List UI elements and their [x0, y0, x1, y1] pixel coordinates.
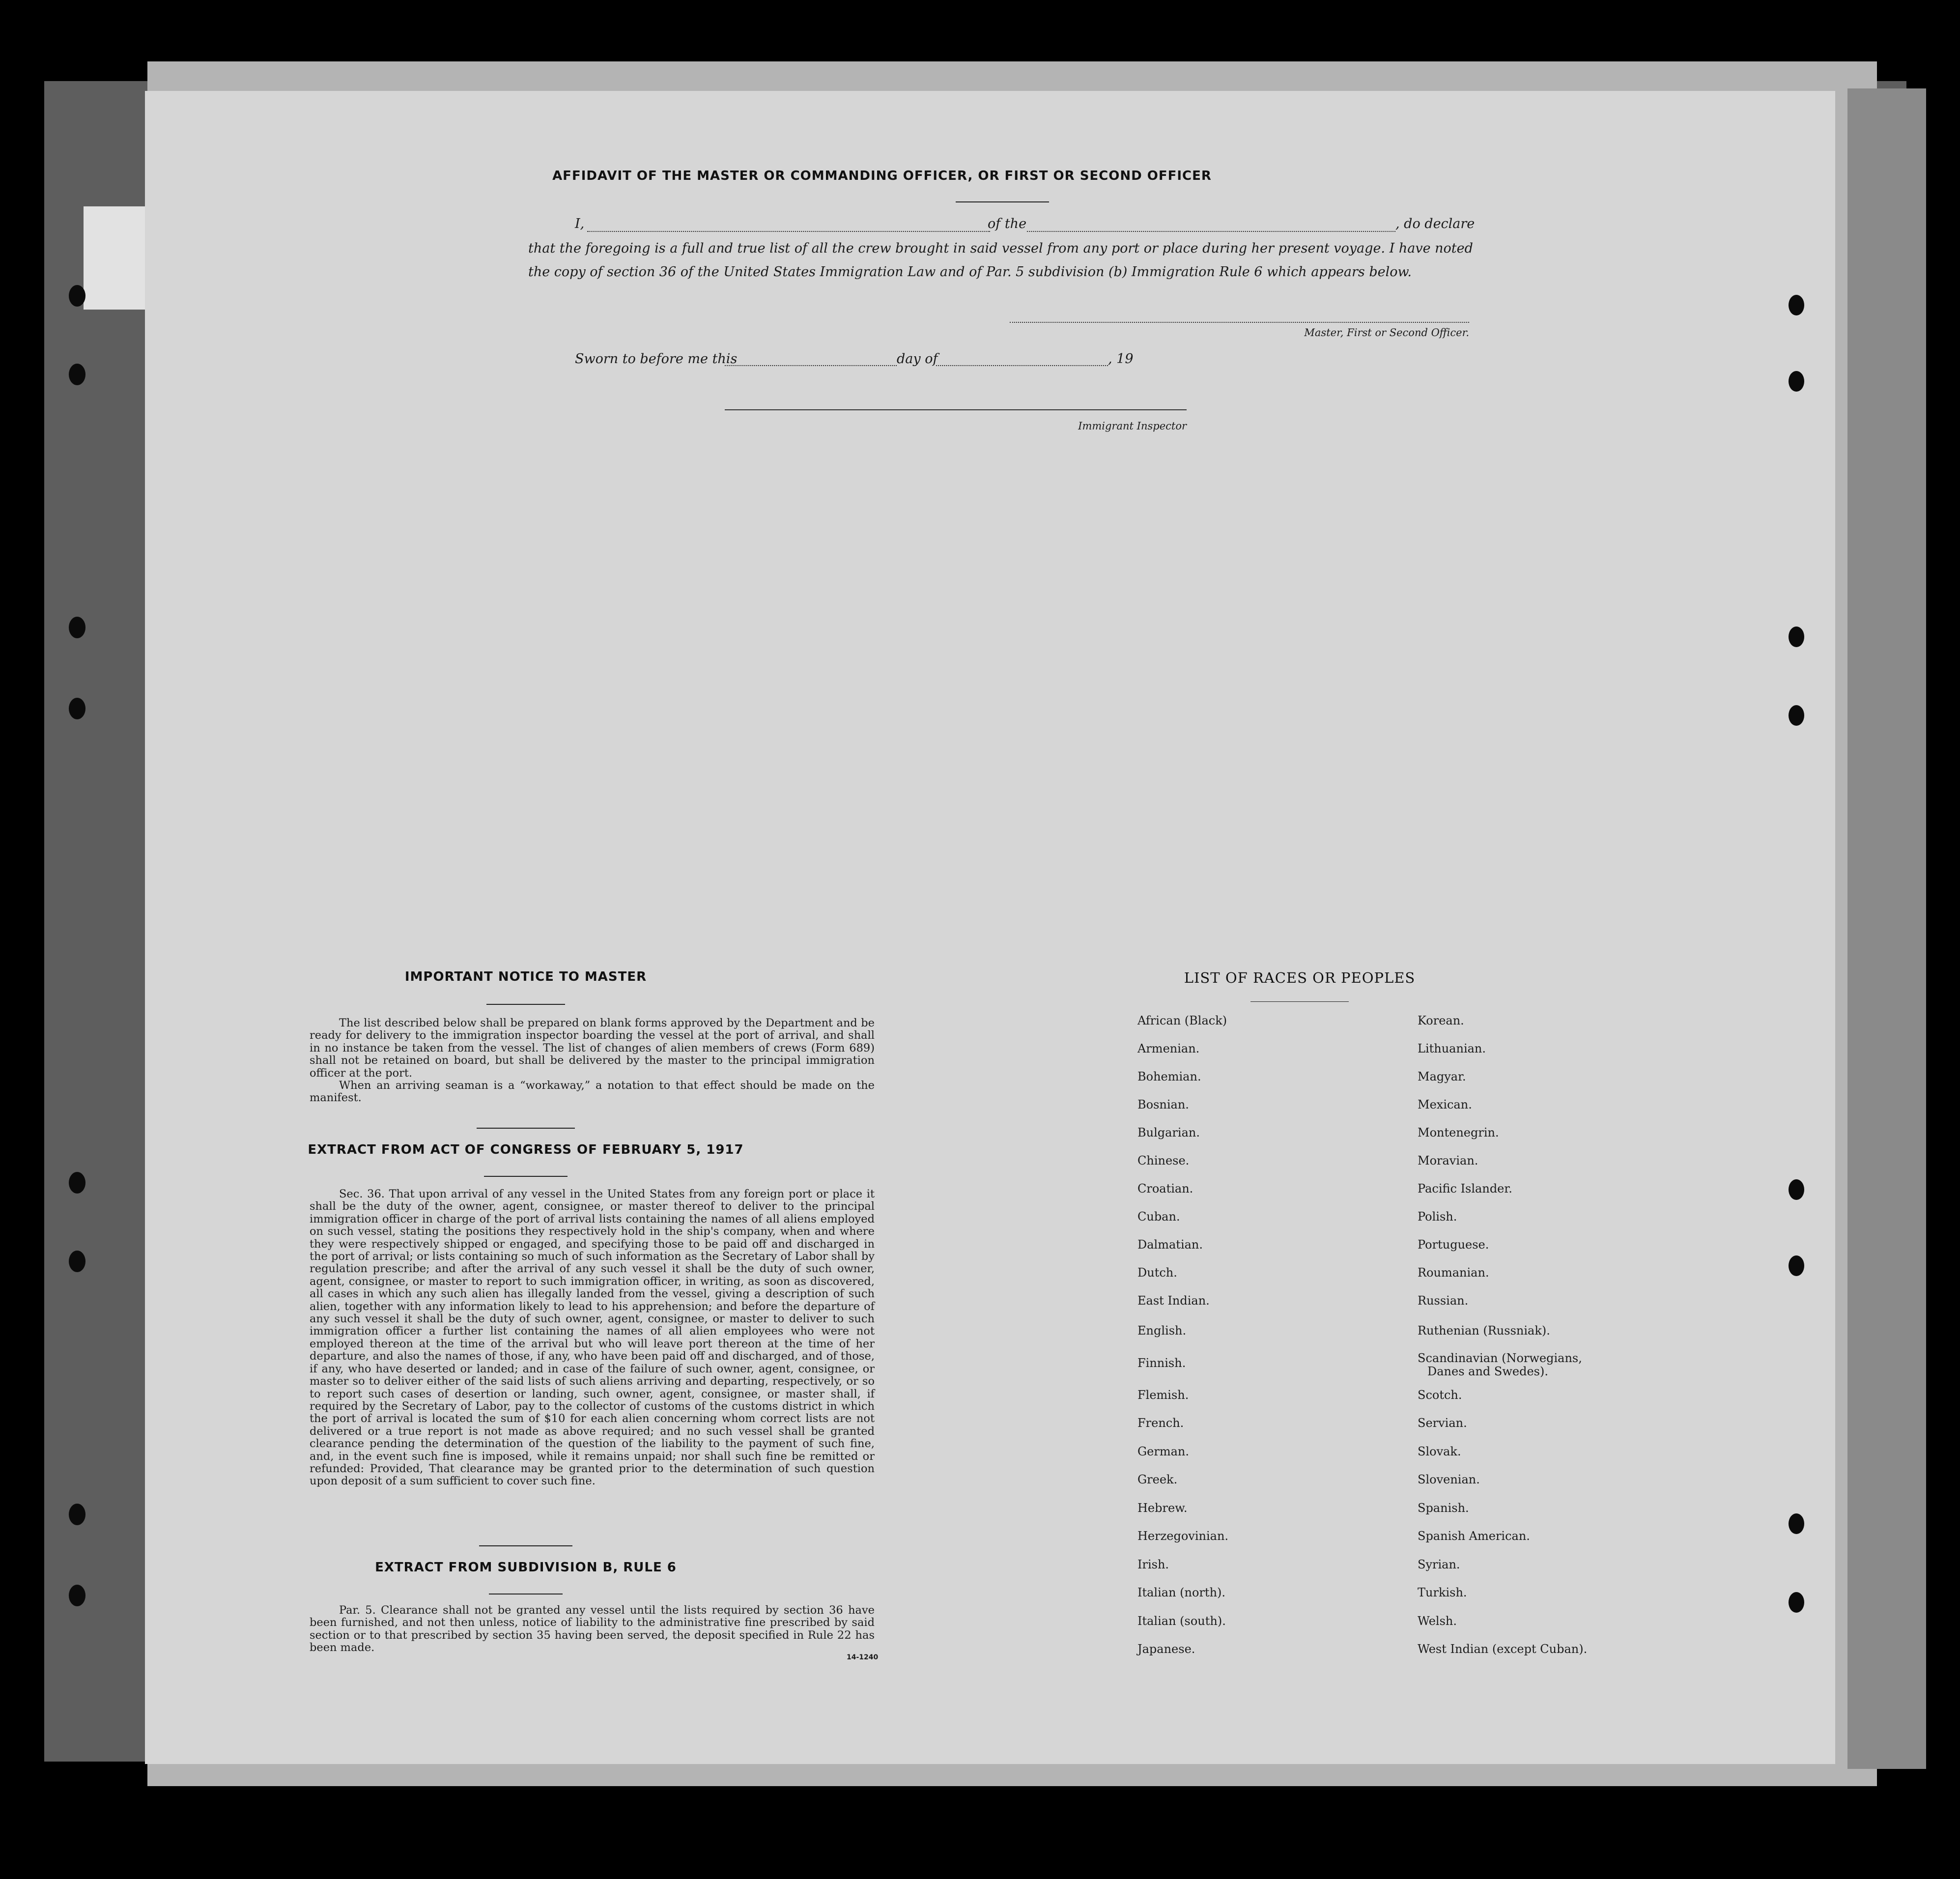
binder-hole	[69, 617, 85, 638]
race-item: Herzegovinian.	[1137, 1529, 1229, 1543]
title-rule	[1250, 1001, 1349, 1002]
master-caption: Master, First or Second Officer.	[1304, 327, 1469, 339]
race-item: Bohemian.	[1137, 1070, 1201, 1083]
race-item: Moravian.	[1418, 1154, 1478, 1167]
affidavit-line-3: the copy of section 36 of the United States Immigration Law and of Par. 5 subdivision (b) Immigration Rule 6 which appears below.	[528, 264, 1412, 280]
binder-hole	[69, 364, 85, 385]
binder-hole	[1789, 295, 1804, 315]
notice-paragraph-2: When an arriving seaman is a “workaway,” a notation to that effect should be made on the manifest.	[310, 1079, 875, 1105]
race-item: Scandinavian (Norwegians,	[1418, 1351, 1582, 1365]
race-item: Magyar.	[1418, 1070, 1466, 1083]
race-item: Flemish.	[1137, 1388, 1189, 1402]
name-blank[interactable]	[587, 231, 990, 232]
race-item: Italian (south).	[1137, 1614, 1226, 1628]
race-item: Korean.	[1418, 1014, 1464, 1027]
race-item: Pacific Islander.	[1418, 1182, 1512, 1196]
races-title: LIST OF RACES OR PEOPLES	[1184, 969, 1416, 986]
race-item: East Indian.	[1137, 1294, 1210, 1308]
race-item: Irish.	[1137, 1558, 1169, 1571]
race-item: Lithuanian.	[1418, 1042, 1486, 1055]
race-item: Dutch.	[1137, 1266, 1177, 1280]
race-item: Montenegrin.	[1418, 1126, 1499, 1139]
race-item: Syrian.	[1418, 1558, 1460, 1571]
race-item: West Indian (except Cuban).	[1418, 1642, 1588, 1656]
race-item: Slovenian.	[1418, 1473, 1480, 1486]
race-item: Russian.	[1418, 1294, 1469, 1308]
extract-rule-text-block	[310, 1604, 875, 1654]
notice-paragraph-1: The list described below shall be prepared on blank forms approved by the Department and be ready for delivery to the immigration inspector boarding the vessel at the port of arrival, and shall in no instance be taken from the vessel. The list of changes of alien members of crews (Form 689) shall not be retained on board, but shall be delivered by the master to the principal immigration officer at the port.	[310, 1017, 875, 1080]
sworn-day-label: day of	[897, 351, 938, 367]
race-item: Bulgarian.	[1137, 1126, 1200, 1139]
race-item: Welsh.	[1418, 1614, 1457, 1628]
race-item: Ruthenian (Russniak).	[1418, 1324, 1550, 1338]
inspector-signature-line[interactable]	[725, 409, 1187, 410]
race-item: Polish.	[1418, 1210, 1457, 1224]
right-edge-strip	[1847, 88, 1926, 1769]
binder-hole	[69, 1504, 85, 1525]
section-rule	[479, 1545, 572, 1546]
binder-hole	[69, 698, 85, 719]
extract-act-text-block	[310, 1188, 875, 1488]
binder-hole	[69, 1172, 85, 1194]
race-item: German.	[1137, 1445, 1189, 1458]
race-item: Mexican.	[1418, 1098, 1472, 1111]
binder-hole	[69, 1585, 85, 1606]
race-item: Roumanian.	[1418, 1266, 1489, 1280]
binder-hole	[1789, 705, 1804, 726]
vessel-blank[interactable]	[1027, 231, 1395, 232]
extract-rule-title: EXTRACT FROM SUBDIVISION B, RULE 6	[375, 1560, 677, 1575]
affidavit-of-the-label: of the	[988, 216, 1027, 231]
binder-hole	[1789, 1513, 1804, 1534]
master-signature-blank[interactable]	[1010, 322, 1469, 323]
sworn-month-blank[interactable]	[936, 365, 1108, 366]
title-rule	[484, 1176, 568, 1177]
race-item: Greek.	[1137, 1473, 1178, 1486]
inspector-caption: Immigrant Inspector	[1078, 420, 1187, 432]
notice-title: IMPORTANT NOTICE TO MASTER	[404, 969, 647, 984]
extract-act-title: EXTRACT FROM ACT OF CONGRESS OF FEBRUARY 5, 1917	[308, 1142, 744, 1157]
affidavit-i-label: I,	[575, 216, 585, 231]
race-item: Servian.	[1418, 1416, 1467, 1430]
race-item: Cuban.	[1137, 1210, 1180, 1224]
rule-6-text: Par. 5. Clearance shall not be granted any vessel until the lists required by section 36 have been furnished, and not then unless, notice of liability to the administrative fine prescribed by said section or to that prescribed by section 35 having been served, the deposit specified in Rule 22 has been made.	[310, 1604, 875, 1654]
affidavit-declare-label: , do declare	[1395, 216, 1475, 231]
race-item: Danes and Swedes).	[1427, 1365, 1548, 1378]
race-item: Japanese.	[1137, 1642, 1195, 1656]
binder-hole	[1789, 1592, 1804, 1613]
title-rule	[486, 1004, 565, 1005]
race-item: Italian (north).	[1137, 1586, 1226, 1599]
race-item: Finnish.	[1137, 1356, 1186, 1370]
sworn-label: Sworn to before me this	[575, 351, 738, 367]
race-item: Turkish.	[1418, 1586, 1467, 1599]
section-rule	[477, 1128, 575, 1129]
race-item: Spanish.	[1418, 1501, 1469, 1515]
binder-hole	[1789, 1179, 1804, 1200]
binder-hole	[1789, 371, 1804, 392]
notice-text	[310, 1017, 875, 1105]
race-item: Croatian.	[1137, 1182, 1193, 1196]
race-item: Scotch.	[1418, 1388, 1462, 1402]
section-36-text: Sec. 36. That upon arrival of any vessel in the United States from any foreign port or place it shall be the duty of the owner, agent, consignee, or master thereof to deliver to the principal immigration officer in charge of the port of arrival lists containing the names of all aliens employed on such vessel, stating the positions they respectively hold in the ship's company, when and where they were respectively shipped or engaged, and specifying those to be paid off and discharged in the port of arrival; or lists containing so much of such information as the Secretary of Labor shall by regulation prescribe; and after the arrival of any such vessel it shall be the duty of such owner, agent, consignee, or master to report to such immigration officer, in writing, as soon as discovered, all cases in which any such alien has illegally landed from the vessel, giving a description of such alien, together with any information likely to lead to his apprehension; and before the departure of any such vessel it shall be the duty of such owner, agent, consignee, or master to deliver to such immigration officer a further list containing the names of all alien employees who were not employed thereon at the time of the arrival but who will leave port thereon at the time of her departure, and also the names of those, if any, who have been paid off and discharged, and of those, if any, who have deserted or landed; and in case of the failure of such owner, agent, consignee, or master so to deliver either of the said lists of such aliens arriving and departing, respectively, or so to report such cases of desertion or landing, such owner, agent, consignee, or master shall, if required by the Secretary of Labor, pay to the collector of customs of the customs district in which the port of arrival is located the sum of $10 for each alien concerning whom correct lists are not delivered or a true report is not made as above required; and no such vessel shall be granted clearance pending the determination of the question of the liability to the payment of such fine, and, in the event such fine is imposed, while it remains unpaid; nor shall such fine be remitted or refunded: Provided, That clearance may be granted prior to the determination of such question upon deposit of a sum sufficient to cover such fine.	[310, 1188, 875, 1488]
form-number: 14-1240	[847, 1653, 879, 1661]
race-item: Spanish American.	[1418, 1529, 1530, 1543]
sworn-day-blank[interactable]	[725, 365, 897, 366]
race-item: English.	[1137, 1324, 1187, 1338]
stamp-fragment	[84, 206, 147, 310]
binder-hole	[69, 285, 85, 307]
race-item: French.	[1137, 1416, 1184, 1430]
binder-hole	[1789, 1255, 1804, 1276]
title-rule	[956, 201, 1049, 202]
race-item: Armenian.	[1137, 1042, 1200, 1055]
race-item: Portuguese.	[1418, 1238, 1489, 1252]
race-item: Dalmatian.	[1137, 1238, 1203, 1252]
binder-hole	[1789, 626, 1804, 647]
race-item: African (Black)	[1137, 1014, 1227, 1027]
sworn-year-label: , 19	[1108, 351, 1134, 367]
race-item: Hebrew.	[1137, 1501, 1188, 1515]
binder-hole	[69, 1251, 85, 1272]
affidavit-line-2: that the foregoing is a full and true list of all the crew brought in said vessel from any port or place during her present voyage. I have noted	[528, 241, 1473, 256]
race-item: Chinese.	[1137, 1154, 1190, 1167]
manifest-page	[145, 91, 1835, 1764]
race-item: Slovak.	[1418, 1445, 1461, 1458]
affidavit-title: AFFIDAVIT OF THE MASTER OR COMMANDING OFFICER, OR FIRST OR SECOND OFFICER	[552, 169, 1212, 183]
race-item: Bosnian.	[1137, 1098, 1189, 1111]
